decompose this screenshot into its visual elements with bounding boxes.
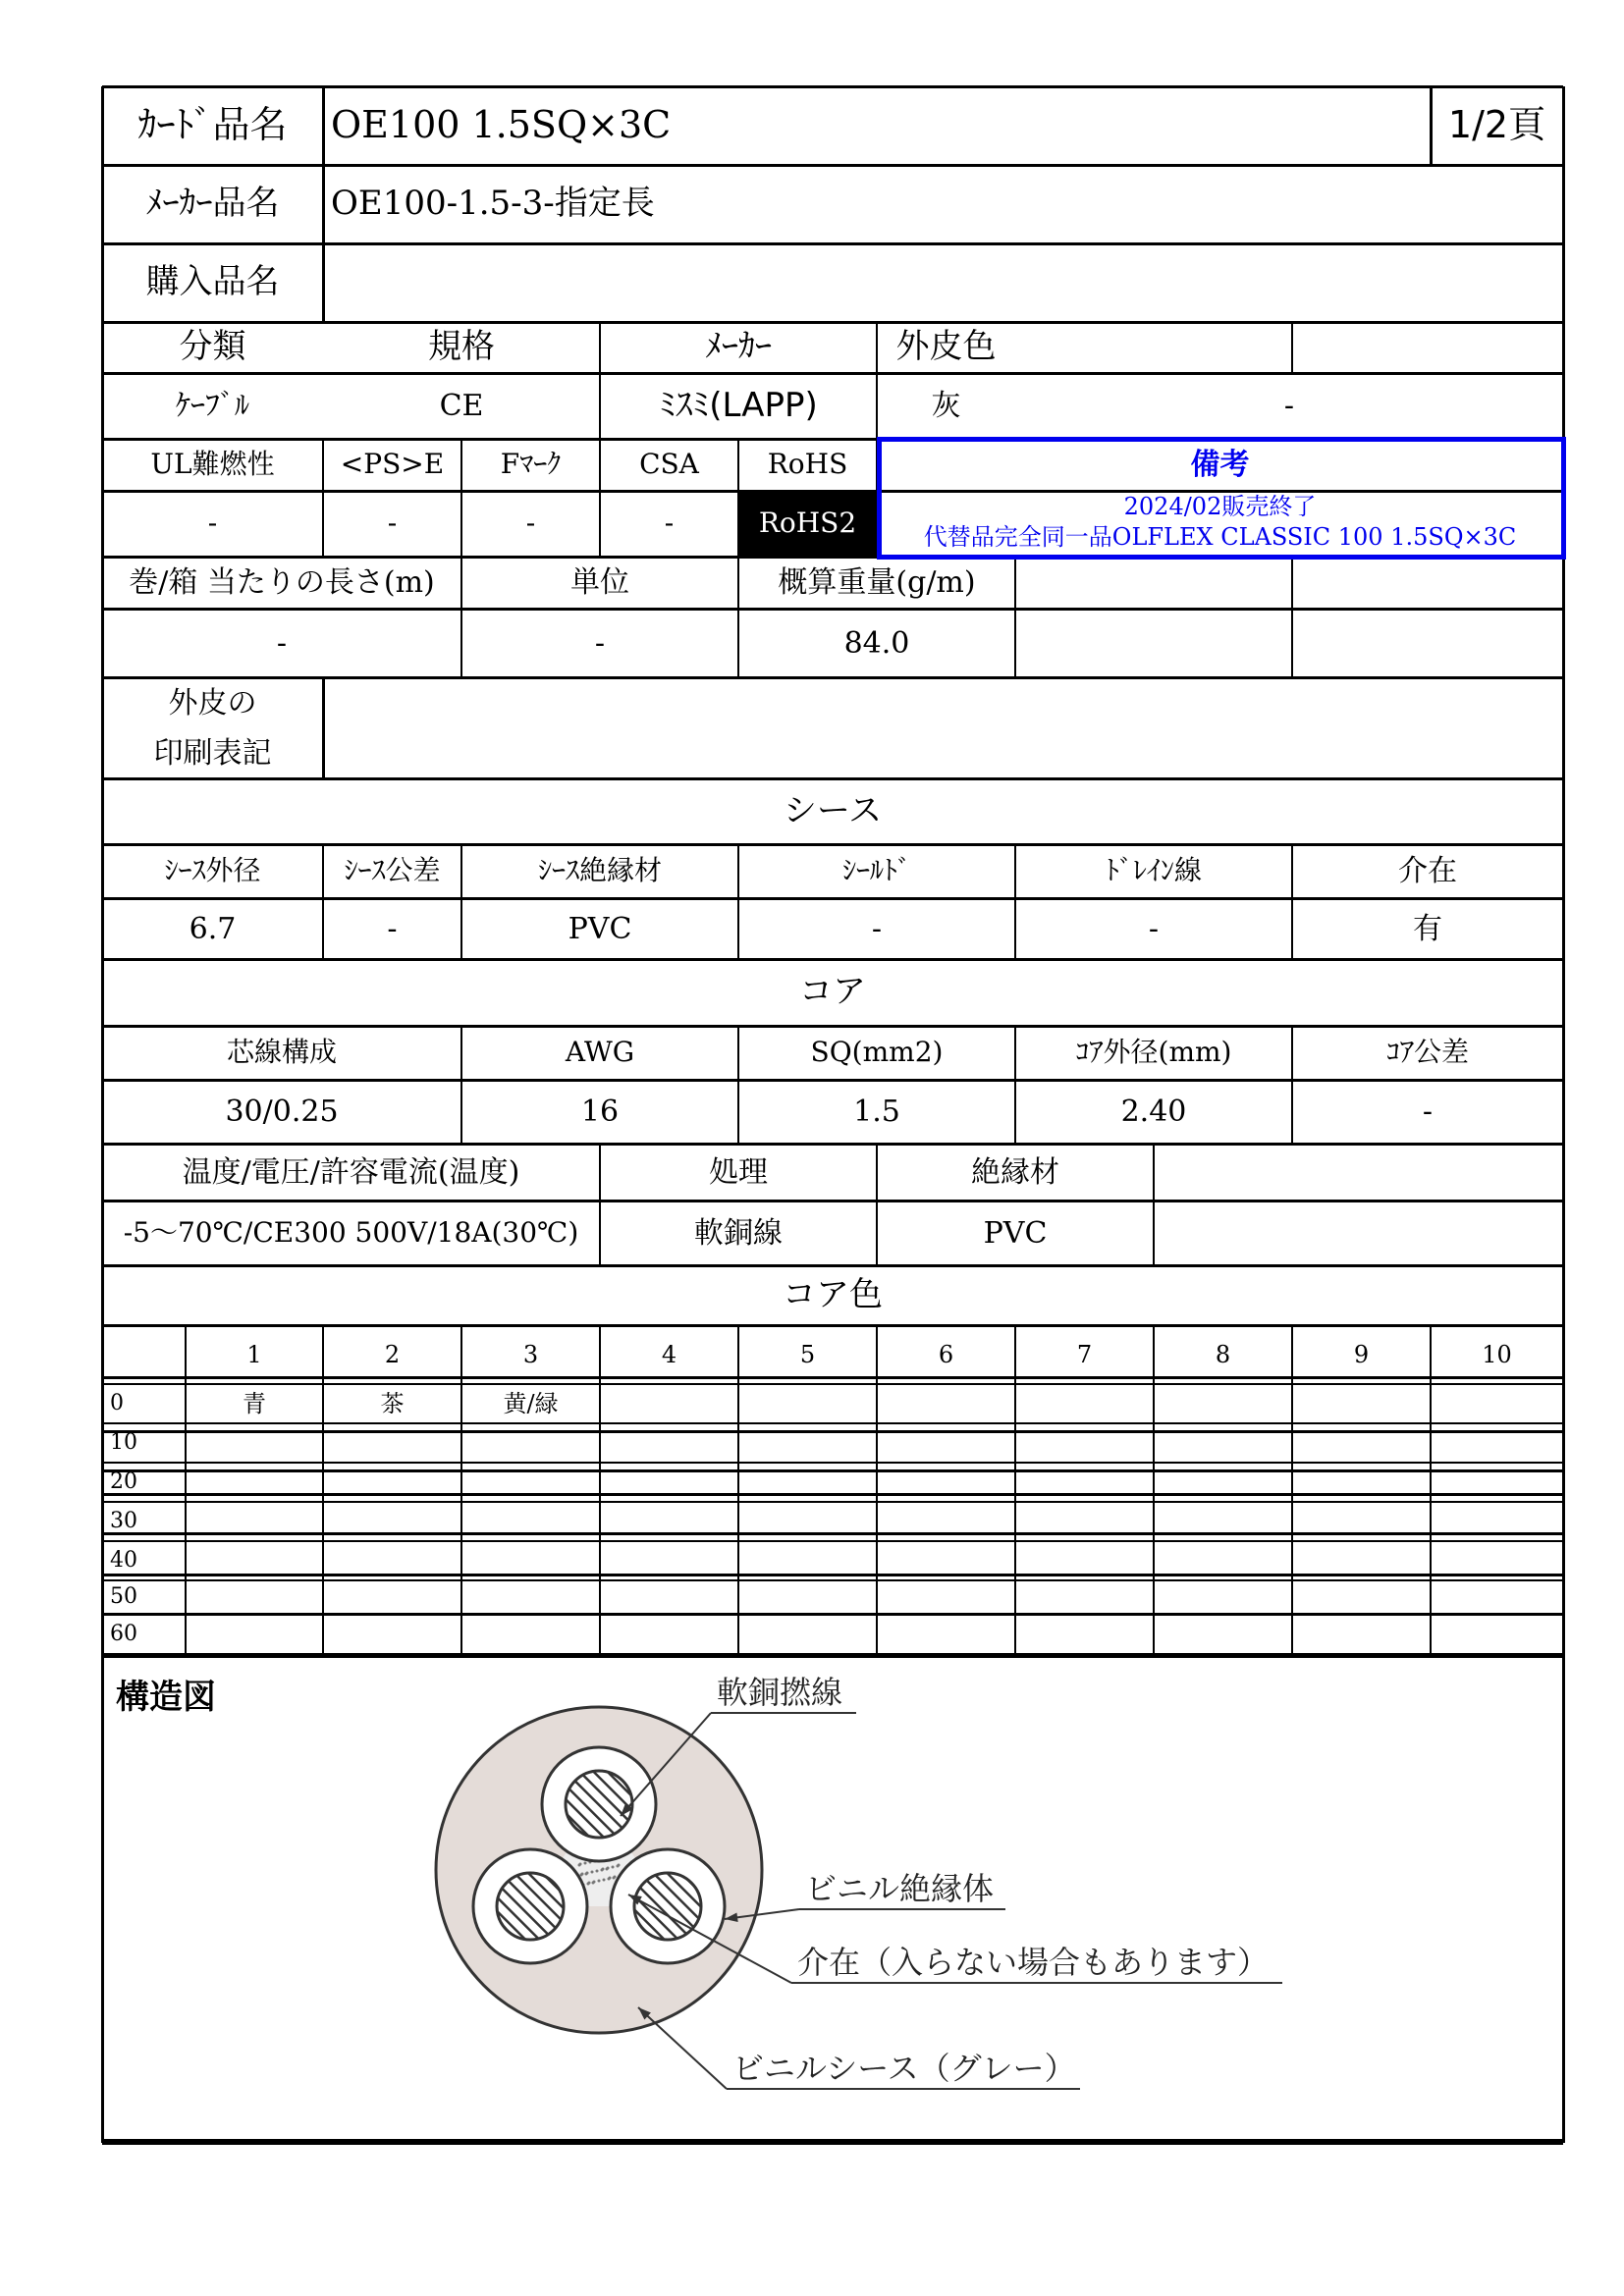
standard-value: - [525,507,536,540]
filler-dot [614,1876,617,1879]
sheath-value: PVC [568,911,632,946]
core-color-cell: 茶 [380,1389,405,1417]
classification-header: 分類 [179,327,246,367]
label-insulation: ビニル絶縁体 [805,1870,995,1907]
page-indicator: 1/2頁 [1447,103,1546,147]
sheath-value: - [1148,911,1160,946]
filler-dot [593,1881,596,1884]
sheath-header: ﾄﾞﾚｲﾝ線 [1105,854,1202,887]
core-color-cell: 青 [243,1389,266,1417]
length-value: - [594,625,606,661]
conductor-circle [634,1873,701,1940]
core-color-column-header: 7 [1076,1340,1093,1368]
remarks-label: 備考 [1190,448,1250,482]
standard-header: Fﾏｰｸ [500,448,562,481]
standard-header: CSA [639,448,699,481]
filler-dot [586,1872,589,1875]
standard-value: - [387,507,398,540]
filler-dot [581,1873,584,1876]
conductor-circle [497,1873,564,1940]
filler-dot [596,1870,599,1873]
filler-dot [598,1880,601,1883]
sheath-value: 6.7 [189,911,237,946]
classification-header: ﾒｰｶｰ [705,327,772,367]
core-color-row-label: 0 [110,1390,124,1415]
remarks-line-1: 2024/02販売終了 [1123,492,1317,520]
standard-value: - [664,507,675,540]
conductor-circle [566,1771,632,1838]
classification-value: 灰 [931,389,961,423]
core-color-column-header: 10 [1482,1340,1512,1368]
core-color-cell: 黄/緑 [503,1389,559,1417]
standard-header: UL難燃性 [150,448,275,481]
filler-dot [602,1868,605,1871]
filler-dot [579,1863,582,1866]
purchase-name-label: 購入品名 [145,262,280,302]
sheath-header: ｼｰｽ絶縁材 [537,854,662,887]
core-value: 30/0.25 [225,1095,339,1129]
core-color-column-header: 1 [246,1340,262,1368]
filler-dot [591,1871,594,1874]
sheath-section-title: シース [783,790,883,830]
length-value: 84.0 [843,625,910,661]
classification-value: - [1283,389,1295,423]
classification-value: CE [439,389,484,423]
filler-dot [588,1882,591,1885]
core-section-title: コア [799,972,866,1012]
length-header: 単位 [570,565,629,600]
sheath-header: ｼｰｽ公差 [344,854,441,887]
core-header: ｺｱ外径(mm) [1075,1036,1232,1069]
classification-value: ｹｰﾌﾞﾙ [176,389,249,423]
card-name-label: ｶｰﾄﾞ品名 [137,103,288,147]
sheath-header: ｼｰﾙﾄﾞ [841,854,911,887]
length-header: 巻/箱 当たりの長さ(m) [129,565,435,600]
core-color-row-label: 50 [110,1584,137,1610]
core-color-column-header: 2 [384,1340,401,1368]
length-value: - [276,625,288,661]
rating-value: 軟銅線 [694,1215,783,1251]
sheath-header: ｼｰｽ外径 [164,854,261,887]
core-color-row-label: 20 [110,1468,137,1494]
sheath-header: 介在 [1398,854,1457,888]
classification-value: ﾐｽﾐ(LAPP) [659,385,818,425]
rating-header: 処理 [709,1154,768,1190]
rating-header: 温度/電圧/許容電流(温度) [182,1154,520,1190]
rating-header: 絶縁材 [971,1154,1059,1190]
structure-title: 構造図 [116,1678,216,1718]
filler-dot [584,1862,587,1865]
core-color-section-title: コア色 [783,1274,883,1314]
core-color-column-header: 4 [661,1340,677,1368]
core-color-row-label: 30 [110,1508,137,1533]
standard-header: <PS>E [340,448,445,481]
rating-value: -5～70℃/CE300 500V/18A(30℃) [123,1215,579,1249]
filler-dot [618,1864,621,1867]
core-color-column-header: 3 [522,1340,539,1368]
sheath-value: - [387,911,398,946]
core-color-column-header: 8 [1215,1340,1231,1368]
card-name-value: OE100 1.5SQ×3C [331,103,672,147]
core-header: AWG [565,1036,635,1069]
standard-value: - [207,507,218,540]
maker-part-label: ﾒｰｶｰ品名 [145,184,280,224]
core-value: 1.5 [853,1095,900,1129]
maker-part-value: OE100-1.5-3-指定長 [331,184,655,224]
sheath-value: - [871,911,883,946]
core-color-column-header: 5 [799,1340,816,1368]
core-color-column-header: 6 [938,1340,954,1368]
print-label-line-1: 外皮の [168,685,257,721]
label-stranded-conductor: 軟銅撚線 [717,1674,843,1711]
core-value: - [1422,1095,1434,1129]
classification-header: 規格 [428,327,495,367]
print-label-line-2: 印刷表記 [153,736,272,771]
sheath-value: 有 [1413,911,1442,946]
filler-dot [609,1877,612,1880]
pointer-sheath [638,2007,727,2089]
core-value: 16 [580,1095,620,1129]
core-color-row-label: 10 [110,1429,137,1455]
label-sheath: ビニルシース（グレー） [732,2050,1076,2087]
core-color-row-label: 40 [110,1547,137,1573]
rating-value: PVC [983,1215,1048,1251]
length-header: 概算重量(g/m) [778,565,976,600]
filler-dot [603,1879,606,1882]
core-header: SQ(mm2) [810,1036,944,1069]
core-header: 芯線構成 [226,1036,337,1069]
classification-header: 外皮色 [895,327,997,367]
core-color-row-label: 60 [110,1621,137,1646]
remarks-line-2: 代替品完全同一品OLFLEX CLASSIC 100 1.5SQ×3C [923,523,1517,552]
core-header: ｺｱ公差 [1385,1036,1469,1069]
filler-dot [607,1867,610,1870]
core-color-column-header: 9 [1353,1340,1370,1368]
standard-header: RoHS [767,448,848,481]
filler-dot [612,1866,615,1869]
label-filler: 介在（入らない場合もあります） [797,1944,1270,1981]
core-value: 2.40 [1120,1095,1187,1129]
rohs-badge: RoHS2 [738,491,877,557]
